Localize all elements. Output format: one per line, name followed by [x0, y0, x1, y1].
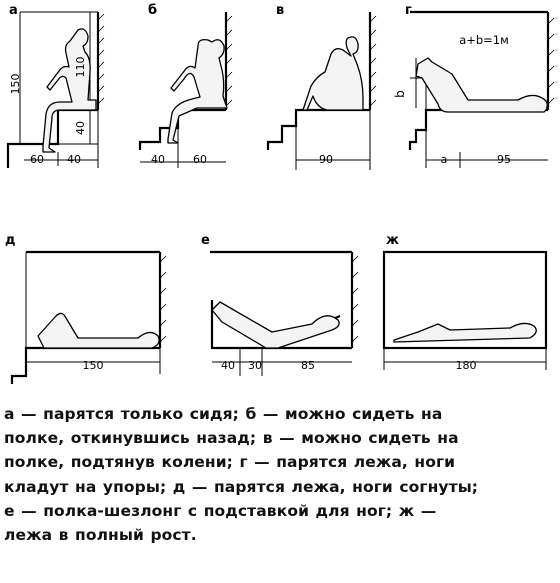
panel-g-formula: a+b=1м	[459, 33, 509, 47]
panel-b-right: 60	[193, 153, 207, 166]
panel-d-letter: д	[5, 233, 16, 248]
panel-e-d3: 85	[301, 359, 315, 372]
panel-g-left: a	[440, 153, 448, 166]
panel-a-lower: 40	[74, 121, 87, 135]
panel-e-d2: 30	[248, 359, 262, 372]
caption-line: а — парятся только сидя; б — можно сидеть на	[4, 405, 443, 423]
panel-g-letter: г	[405, 3, 412, 18]
panel-e-d1: 40	[221, 359, 235, 372]
panel-v-knees-person	[303, 37, 363, 110]
panel-zh	[384, 233, 546, 372]
panel-a	[8, 3, 104, 168]
panel-zh-lying-person	[394, 323, 536, 342]
panel-a-left: 60	[30, 153, 44, 166]
panel-b-left: 40	[151, 153, 165, 166]
caption-line: лежа в полный рост.	[4, 526, 197, 545]
caption-line: е — полка-шезлонг с подставкой для ног; ж —	[4, 501, 437, 520]
panel-zh-width: 180	[455, 359, 477, 372]
panel-zh-letter: ж	[386, 233, 399, 248]
panel-g-right: 95	[497, 153, 511, 166]
panel-a-letter: а	[9, 3, 18, 18]
figure-caption	[4, 402, 556, 547]
panel-a-upper: 110	[74, 56, 87, 78]
caption-line: полке, откинувшись назад; в — можно сидеть на	[4, 429, 459, 448]
caption-line: полке, подтянув колени; г — парятся лежа, ноги	[4, 453, 456, 472]
panel-e-letter: е	[201, 233, 210, 248]
panel-g-h: b	[393, 90, 407, 98]
panel-a-right: 40	[67, 153, 81, 166]
panel-v-width: 90	[319, 153, 333, 166]
panel-d	[5, 233, 166, 384]
panel-g	[393, 3, 554, 168]
panel-b-letter: б	[148, 3, 158, 18]
panel-a-seated-person	[43, 29, 96, 152]
caption-line: кладут на упоры; д — парятся лежа, ноги согнуты;	[4, 477, 479, 496]
panel-a-height: 150	[9, 73, 22, 95]
panel-e	[201, 233, 358, 376]
panel-e-chaise-person	[212, 302, 339, 348]
panel-d-lying-person	[38, 313, 159, 348]
panel-b	[140, 3, 232, 168]
panel-v-letter: в	[276, 3, 285, 18]
panel-d-width: 150	[82, 359, 104, 372]
panel-g-lying-person	[416, 58, 547, 112]
panel-v	[268, 3, 376, 170]
